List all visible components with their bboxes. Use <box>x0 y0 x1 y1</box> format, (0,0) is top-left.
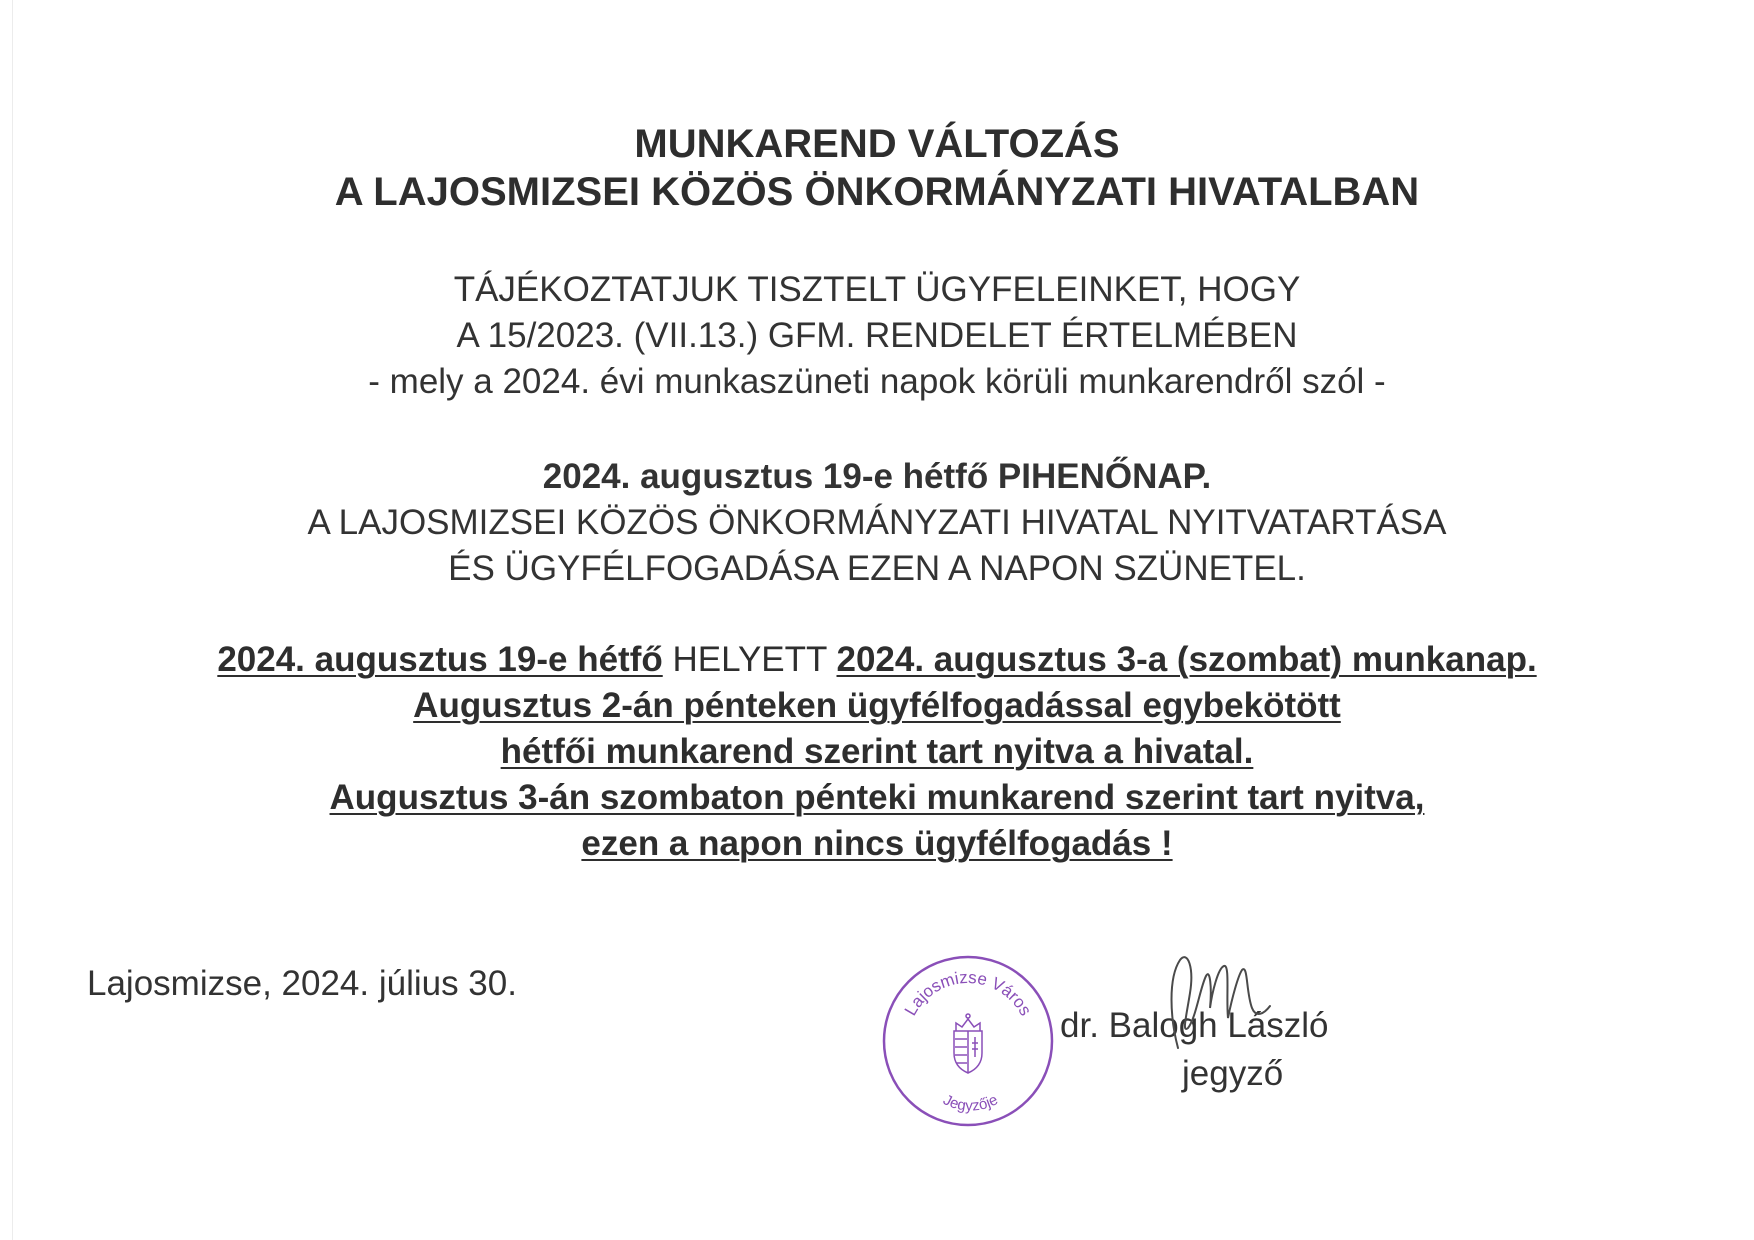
stamp-text-bottom: Jegyzője <box>940 1091 1001 1115</box>
signer-name: dr. Balogh László <box>1060 1006 1329 1045</box>
svg-text:Jegyzője <box>940 1091 1000 1114</box>
work-day-line-2: Augusztus 2-án pénteken ügyfélfogadással egybekötött <box>413 686 1341 725</box>
title-line-1: MUNKAREND VÁLTOZÁS <box>634 122 1120 166</box>
rest-day-heading: 2024. augusztus 19-e hétfő PIHENŐNAP. <box>542 457 1212 496</box>
work-day-date-workday: 2024. augusztus 3-a (szombat) munkanap. <box>836 640 1537 679</box>
work-day-instead: HELYETT <box>662 640 837 679</box>
signer-title: jegyző <box>1182 1054 1284 1093</box>
stamp-text-top: Lajosmizse Város <box>900 967 1036 1019</box>
document-title <box>0 120 1754 216</box>
work-day-line-3: hétfői munkarend szerint tart nyitva a hivatal. <box>500 732 1254 771</box>
work-day-line-1 <box>0 637 1754 683</box>
work-day-date-replaced: 2024. augusztus 19-e hétfő <box>217 640 663 679</box>
place-and-date: Lajosmizse, 2024. július 30. <box>87 964 517 1003</box>
work-day-line-4: Augusztus 3-án szombaton pénteki munkarend szerint tart nyitva, <box>329 778 1425 817</box>
rest-day-line-3: ÉS ÜGYFÉLFOGADÁSA EZEN A NAPON SZÜNETEL. <box>448 549 1306 588</box>
work-day-paragraph <box>0 637 1754 867</box>
coat-of-arms-icon <box>954 1014 982 1073</box>
info-line-1: TÁJÉKOZTATJUK TISZTELT ÜGYFELEINKET, HOGY <box>453 270 1301 309</box>
svg-text:Lajosmizse Város <box>901 968 1035 1019</box>
handwritten-signature <box>1160 948 1280 1058</box>
rest-day-paragraph <box>0 454 1754 592</box>
info-line-2: A 15/2023. (VII.13.) GFM. RENDELET ÉRTELMÉBEN <box>456 316 1298 355</box>
work-day-line-5: ezen a napon nincs ügyfélfogadás ! <box>581 824 1173 863</box>
info-line-3: - mely a 2024. évi munkaszüneti napok körüli munkarendről szól - <box>368 362 1386 401</box>
info-paragraph <box>0 267 1754 405</box>
rest-day-line-2: A LAJOSMIZSEI KÖZÖS ÖNKORMÁNYZATI HIVATAL NYITVATARTÁSA <box>307 503 1447 542</box>
official-stamp <box>878 951 1058 1131</box>
title-line-2: A LAJOSMIZSEI KÖZÖS ÖNKORMÁNYZATI HIVATALBAN <box>334 170 1420 214</box>
